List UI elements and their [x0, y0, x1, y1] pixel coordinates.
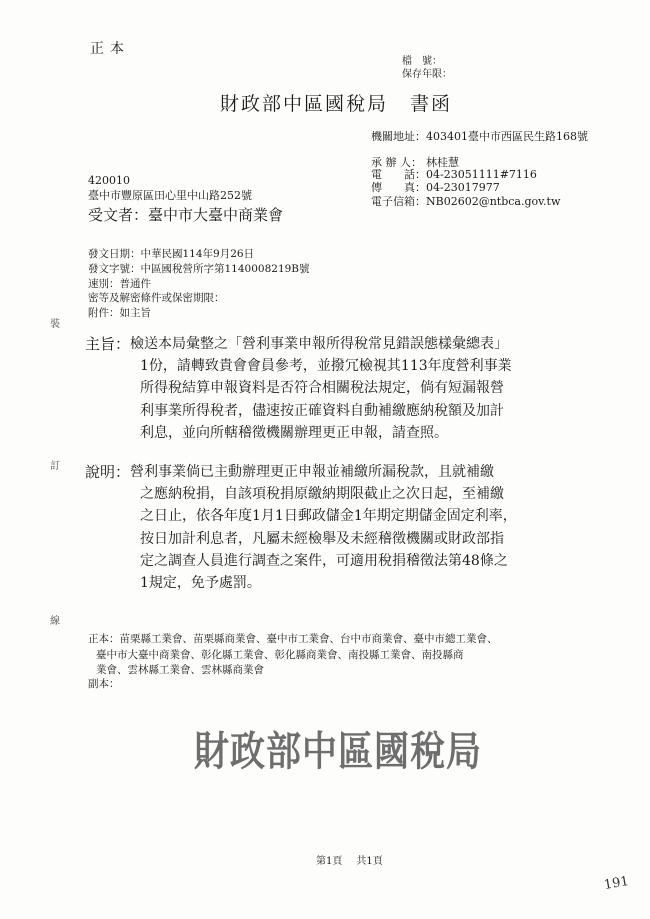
- subject-line: 利息，並向所轄稽徵機關辦理更正申報，請查照。: [140, 424, 448, 441]
- explanation-line: 營利事業倘已主動辦理更正申報並補繳所漏稅款，且就補繳: [130, 464, 494, 480]
- recipient-postcode: 420010: [88, 174, 130, 187]
- document-number: 發文字號：中區國稅營所字第1140008219B號: [88, 263, 310, 275]
- addressee: 受文者：臺中市大臺中商業會: [88, 206, 284, 224]
- agency-name: 財政部中區國稅局: [220, 93, 389, 115]
- binding-mark-ding: 訂: [50, 461, 60, 472]
- cc-line: 正本：苗栗縣工業會、苗栗縣商業會、臺中市工業會、台中市商業會、臺中市總工業會、: [88, 633, 498, 645]
- binding-mark-zhuang: 裝: [50, 319, 60, 330]
- archive-number-label: 檔 號：: [402, 56, 442, 67]
- copy-label: 正本: [90, 41, 130, 57]
- cc-line: 業會、雲林縣工業會、雲林縣商業會: [96, 664, 264, 676]
- bcc-label: 副本：: [88, 678, 120, 690]
- binding-mark-xian: 線: [50, 616, 60, 627]
- subject-body: [130, 333, 512, 444]
- agency-seal: 財政部中區國稅局: [194, 728, 483, 776]
- explanation-line: 定之調查人員進行調查之案件，可適用稅捐稽徵法第48條之: [140, 552, 508, 569]
- cc-list: [88, 632, 583, 679]
- explanation-line: 按日加計利息者，凡屬未經檢舉及未經稽徵機關或財政部指: [140, 530, 504, 547]
- retention-period-label: 保存年限：: [402, 69, 452, 80]
- handwritten-stamp: 191: [602, 873, 630, 894]
- handler: 承 辦 人： 林桂慧: [371, 156, 459, 169]
- subject-line: 利事業所得稅者，儘速按正確資料自動補繳應納稅額及加計: [140, 402, 504, 419]
- delivery-speed: 速別：普通件: [88, 278, 151, 290]
- subject-line: 檢送本局彙整之「營利事業申報所得稅常見錯誤態樣彙總表」: [130, 336, 508, 352]
- subject-label: 主旨：: [85, 335, 131, 353]
- document-title: [220, 89, 452, 116]
- recipient-address: 臺中市豐原區田心里中山路252號: [88, 189, 252, 202]
- document-type: 書函: [410, 93, 453, 115]
- fax: 傳 真：04-23017977: [371, 181, 500, 194]
- issue-date: 發文日期：中華民國114年9月26日: [88, 248, 255, 260]
- page-number: 第1頁 共1頁: [316, 856, 383, 867]
- explanation-line: 1規定，免予處罰。: [140, 575, 261, 592]
- email: 電子信箱：NB02602@ntbca.gov.tw: [371, 195, 561, 208]
- subject-line: 所得稅結算申報資料是否符合相關稅法規定，倘有短漏報營: [140, 380, 504, 397]
- attachment: 附件：如主旨: [88, 307, 151, 319]
- cc-line: 臺中市大臺中商業會、彰化縣工業會、彰化縣商業會、南投縣工業會、南投縣商: [96, 648, 464, 661]
- cc-label: 正本：: [88, 633, 120, 645]
- explanation-label: 說明：: [85, 463, 131, 481]
- explanation-body: [130, 461, 517, 594]
- secrecy-level: 密等及解密條件或保密期限：: [88, 292, 225, 304]
- explanation-line: 之應納稅捐，自該項稅捐原繳納期限截止之次日起，至補繳: [140, 486, 504, 503]
- subject-line: 1份，請轉致貴會會員參考，並撥冗檢視其113年度營利事業: [140, 358, 512, 375]
- agency-address: 機關地址：403401臺中市西區民生路168號: [371, 130, 588, 143]
- phone: 電 話：04-23051111#7116: [371, 168, 537, 181]
- explanation-line: 之日止，依各年度1月1日郵政儲金1年期定期儲金固定利率，: [140, 508, 517, 525]
